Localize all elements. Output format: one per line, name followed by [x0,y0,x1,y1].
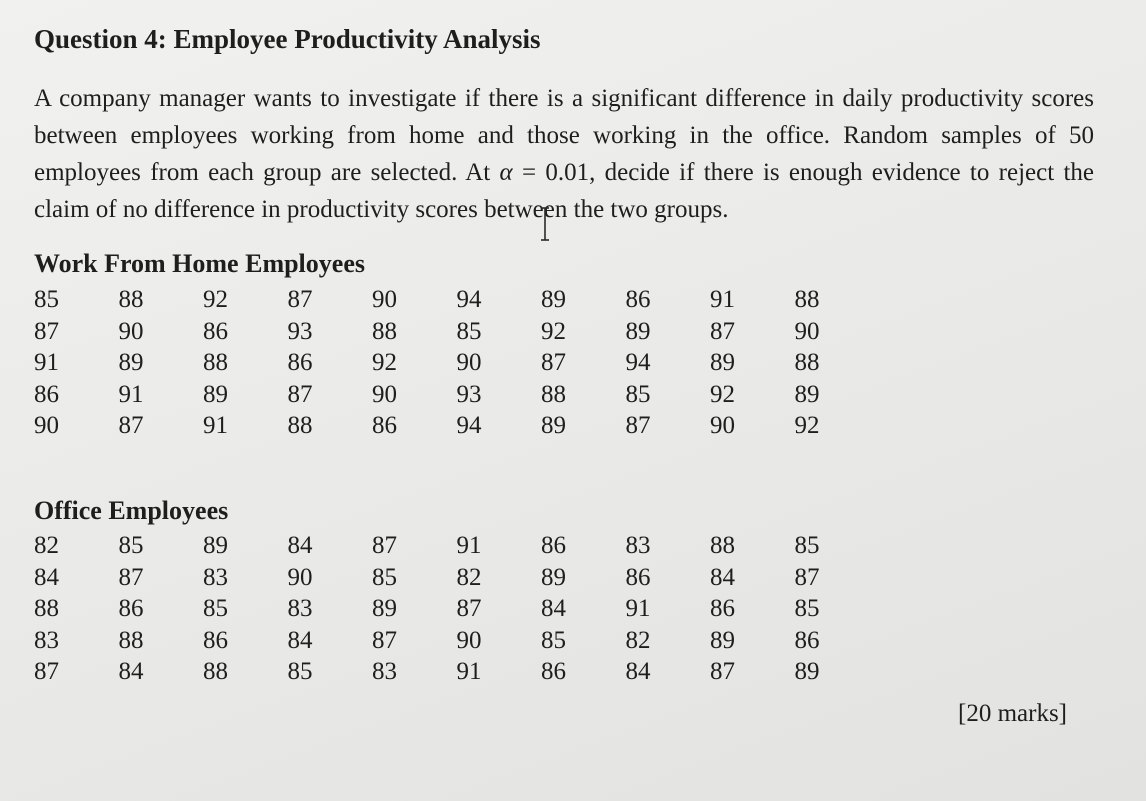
table-cell: 86 [203,317,228,345]
table-cell: 86 [372,412,397,439]
table-cell: 89 [625,317,651,345]
table-cell: 87 [34,658,59,685]
table-cell: 85 [118,532,144,559]
table-cell: 88 [287,412,313,439]
table-cell: 90 [118,317,144,345]
table-cell: 84 [287,532,313,559]
question-title: Question 4: Employee Productivity Analysis [34,24,541,54]
table-cell: 85 [203,595,228,622]
table-cell: 84 [625,658,651,685]
alpha-value: = 0.01 [512,159,590,186]
table-cell: 85 [794,595,820,622]
table-cell: 90 [372,286,397,313]
table-cell: 84 [118,658,144,685]
table-cell: 89 [794,658,820,685]
office-data-table [34,530,834,688]
table-cell: 93 [287,317,313,345]
table-cell: 86 [625,563,651,591]
table-cell: 85 [287,658,313,685]
table-cell: 86 [625,286,651,313]
table-cell: 87 [372,626,397,654]
table-cell: 87 [118,563,144,591]
wfh-data-table [34,284,834,442]
table-cell: 87 [541,349,566,376]
table-cell: 94 [456,286,482,313]
table-cell: 87 [287,380,313,408]
table-cell: 89 [541,563,566,591]
table-row [34,410,834,442]
table-cell: 82 [456,563,482,591]
table-row [34,625,834,657]
table-cell: 86 [34,380,59,408]
table-cell: 88 [34,595,59,622]
table-cell: 84 [710,563,735,591]
table-cell: 86 [794,626,820,654]
table-cell: 85 [456,317,482,345]
table-cell: 90 [456,349,482,376]
table-cell: 92 [203,286,228,313]
table-cell: 82 [625,626,651,654]
table-cell: 85 [625,380,651,408]
table-cell: 86 [710,595,735,622]
table-cell: 89 [372,595,397,622]
table-cell: 86 [203,626,228,654]
table-cell: 85 [34,286,59,313]
table-cell: 94 [456,412,482,439]
table-cell: 82 [34,532,59,559]
table-cell: 87 [287,286,313,313]
table-cell: 83 [287,595,313,622]
table-cell: 87 [710,317,735,345]
table-cell: 90 [372,380,397,408]
table-cell: 87 [372,532,397,559]
table-cell: 87 [34,317,59,345]
table-row [34,530,834,562]
table-cell: 83 [203,563,228,591]
table-cell: 90 [794,317,820,345]
table-cell: 83 [34,626,59,654]
table-cell: 89 [710,349,735,376]
table-cell: 92 [710,380,735,408]
table-cell: 90 [456,626,482,654]
table-cell: 90 [287,563,313,591]
table-cell: 85 [372,563,397,591]
table-cell: 87 [794,563,820,591]
table-cell: 83 [372,658,397,685]
table-cell: 87 [456,595,482,622]
table-cell: 88 [203,349,228,376]
table-cell: 86 [118,595,144,622]
table-cell: 92 [541,317,566,345]
table-cell: 88 [118,286,144,313]
table-cell: 89 [794,380,820,408]
table-cell: 91 [456,658,482,685]
table-cell: 89 [541,286,566,313]
alpha-symbol: α [499,159,513,186]
table-cell: 93 [456,380,482,408]
table-cell: 87 [625,412,651,439]
table-cell: 90 [34,412,59,439]
question-text-part1: A company manager wants to investigate if there is a significant difference in daily productivity scores between employees working from home and those working in the office. Random samples of 50 employees from each group are selected. At [34,85,1094,186]
table-cell: 85 [794,532,820,559]
table-cell: 88 [794,349,820,376]
table-row [34,284,834,316]
table-row [34,656,834,688]
table-cell: 88 [118,626,144,654]
table-cell: 89 [203,532,228,559]
table-cell: 89 [118,349,144,376]
table-cell: 87 [118,412,144,439]
question-text [34,80,1094,228]
table-cell: 94 [625,349,651,376]
table-cell: 92 [372,349,397,376]
wfh-section-title: Work From Home Employees [34,249,365,278]
table-cell: 91 [710,286,735,313]
table-row [34,316,834,348]
table-cell: 86 [541,658,566,685]
table-cell: 89 [541,412,566,439]
table-cell: 92 [794,412,820,439]
table-cell: 91 [203,412,228,439]
table-cell: 88 [794,286,820,313]
question-text-part2: , decide if there is enough evidence to reject the claim of no difference in productivity scores between the two groups. [34,159,1094,223]
table-cell: 89 [203,380,228,408]
table-cell: 88 [372,317,397,345]
table-row [34,562,834,594]
marks-label: [20 marks] [958,700,1067,727]
table-cell: 87 [710,658,735,685]
table-cell: 91 [625,595,651,622]
table-cell: 86 [541,532,566,559]
table-cell: 88 [203,658,228,685]
table-cell: 84 [34,563,59,591]
table-cell: 90 [710,412,735,439]
text-cursor-icon [540,206,550,242]
table-cell: 91 [118,380,144,408]
table-cell: 88 [710,532,735,559]
table-cell: 91 [34,349,59,376]
table-row [34,379,834,411]
office-section-title: Office Employees [34,496,229,525]
table-row [34,593,834,625]
table-cell: 85 [541,626,566,654]
table-cell: 83 [625,532,651,559]
table-cell: 86 [287,349,313,376]
table-row [34,347,834,379]
table-cell: 89 [710,626,735,654]
table-cell: 91 [456,532,482,559]
table-cell: 88 [541,380,566,408]
table-cell: 84 [541,595,566,622]
table-cell: 84 [287,626,313,654]
